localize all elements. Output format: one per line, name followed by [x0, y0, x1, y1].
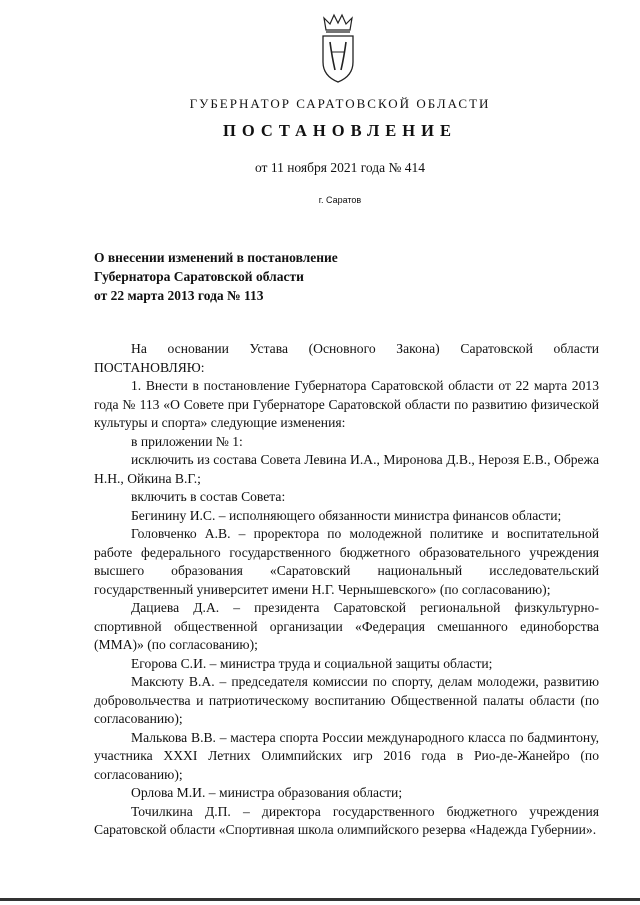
- paragraph: Точилкина Д.П. – директора государственного бюджетного учреждения Саратовской области «Спортивная школа олимпийского резерва «Надежда Губернии».: [94, 803, 599, 837]
- document-body: [94, 340, 599, 840]
- paragraph: 1. Внести в постановление Губернатора Саратовской области от 22 марта 2013 года № 113 «О Совете при Губернаторе Саратовской области по развитию физической культуры и спорта» следующие изменения:: [94, 378, 599, 430]
- subject-line: от 22 марта 2013 года № 113: [94, 288, 264, 303]
- scan-edge-line: [0, 898, 640, 901]
- city: г. Саратов: [318, 195, 362, 205]
- document-type: ПОСТАНОВЛЕНИЕ: [223, 121, 457, 140]
- subject-line: О внесении изменений в постановление: [94, 250, 338, 265]
- paragraph: Бегинину И.С. – исполняющего обязанности министра финансов области;: [131, 507, 562, 523]
- paragraph: в приложении № 1:: [131, 433, 243, 449]
- paragraph: включить в состав Совета:: [131, 489, 286, 504]
- coat-of-arms-icon: [318, 12, 358, 84]
- paragraph: Егорова С.И. – министра труда и социальной защиты области;: [131, 655, 493, 671]
- document-subject: [94, 248, 494, 305]
- paragraph: На основании Устава (Основного Закона) Саратовской области ПОСТАНОВЛЯЮ:: [94, 341, 599, 375]
- date-and-number: от 11 ноября 2021 года № 414: [254, 160, 426, 175]
- issuer-title: ГУБЕРНАТОР САРАТОВСКОЙ ОБЛАСТИ: [189, 96, 491, 111]
- subject-line: Губернатора Саратовской области: [94, 269, 304, 284]
- paragraph: Дациева Д.А. – президента Саратовской региональной физкультурно-спортивной общественной организации «Федерация смешанного единоборства (ММА)» (по согласованию);: [94, 600, 599, 652]
- paragraph: Малькова В.В. – мастера спорта России международного класса по бадминтону, участника XXXI Летних Олимпийских игр 2016 года в Рио-де-Жанейро (по согласованию);: [94, 729, 599, 782]
- paragraph: исключить из состава Совета Левина И.А., Миронова Д.В., Нерозя Е.В., Обрежа Н.Н., Ойкина В.Г.;: [94, 452, 599, 486]
- paragraph: Максюту В.А. – председателя комиссии по спорту, делам молодежи, развитию добровольчества и патриотическому воспитанию Общественной палаты области (по согласованию);: [94, 674, 599, 726]
- paragraph: Головченко А.В. – проректора по молодежной политике и воспитательной работе федерального государственного бюджетного образовательного учреждения высшего образования «Саратовский национальный исследовательский государственный университет имени Н.Г. Чернышевского» (по согласованию);: [94, 526, 599, 597]
- paragraph: Орлова М.И. – министра образования области;: [131, 785, 403, 800]
